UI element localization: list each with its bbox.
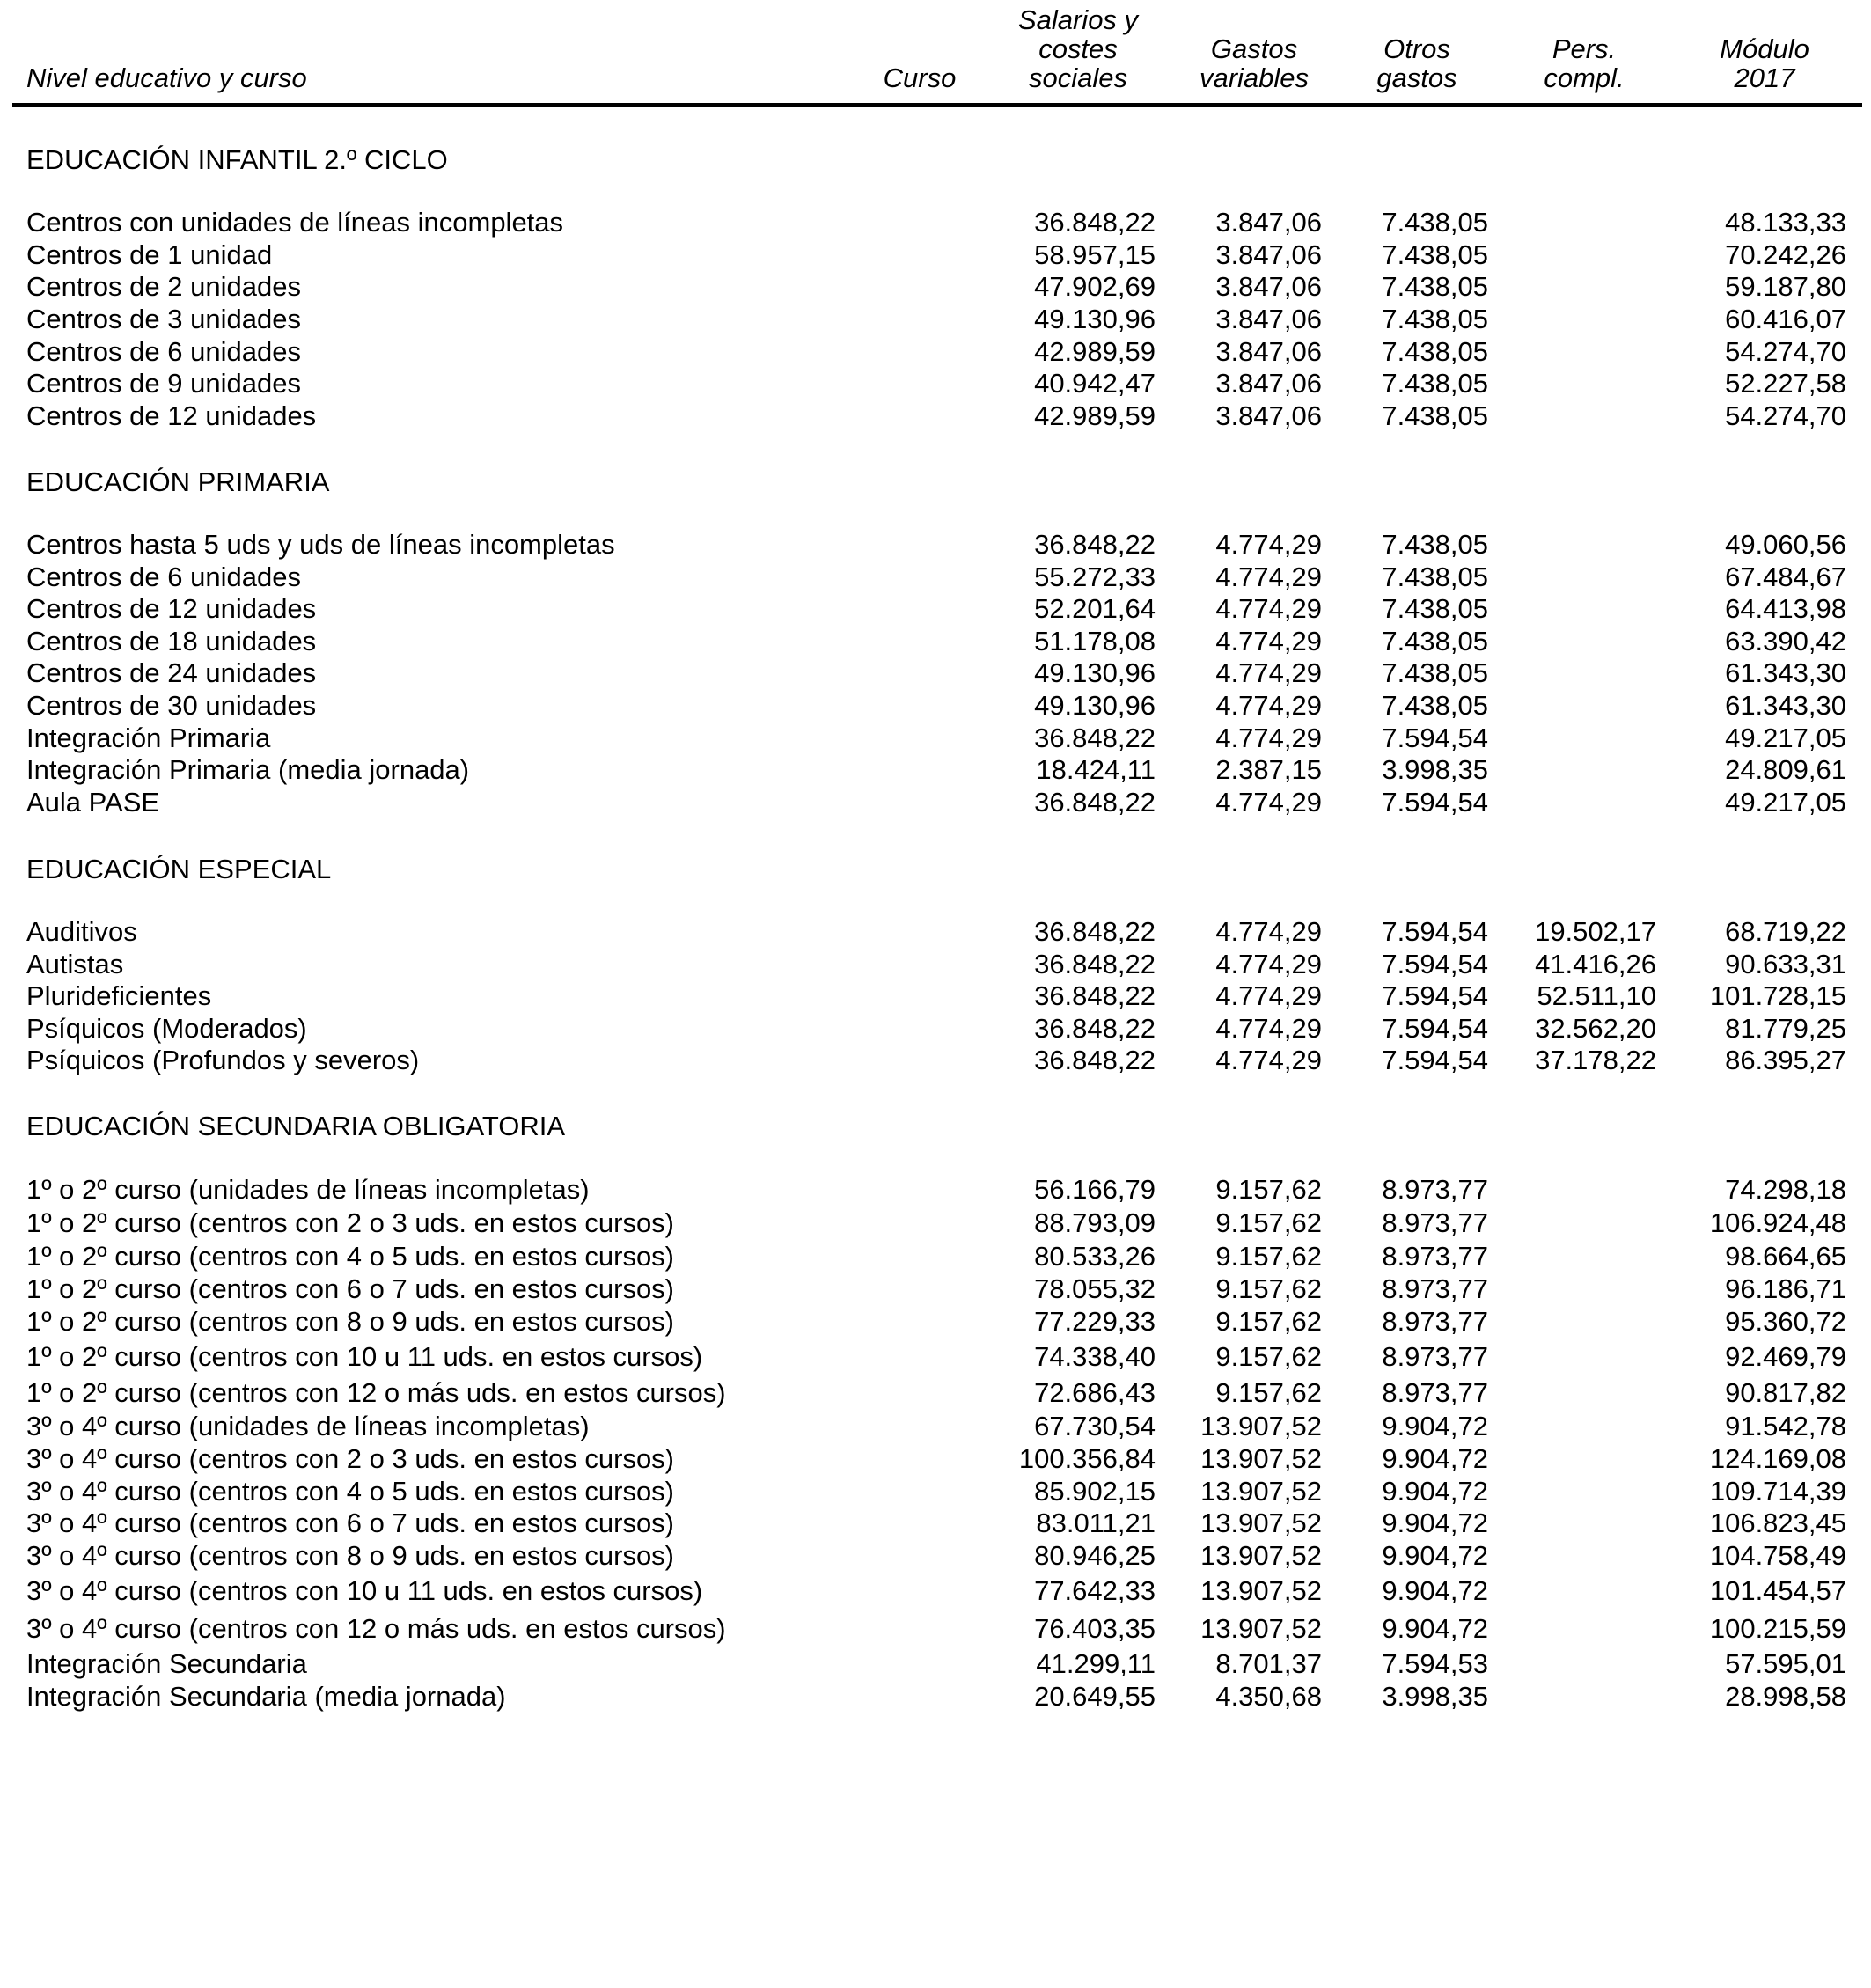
cell-pers-compl: 41.416,26 [1535, 949, 1656, 979]
cell-otros-gastos: 9.904,72 [1382, 1613, 1488, 1644]
table-row [0, 1477, 1871, 1507]
cell-gastos-variables: 4.350,68 [1215, 1681, 1322, 1712]
cell-salarios: 36.848,22 [1034, 723, 1156, 753]
row-label: Centros de 3 unidades [26, 304, 301, 334]
table-row [0, 788, 1871, 818]
table-row [0, 1274, 1871, 1304]
cell-otros-gastos: 7.594,53 [1382, 1648, 1488, 1679]
cell-gastos-variables: 3.847,06 [1215, 400, 1322, 431]
cell-modulo: 91.542,78 [1725, 1411, 1846, 1441]
cell-gastos-variables: 2.387,15 [1215, 754, 1322, 785]
table-row [0, 723, 1871, 753]
section-title: EDUCACIÓN INFANTIL 2.º CICLO [26, 144, 448, 175]
cell-pers-compl: 19.502,17 [1535, 916, 1656, 947]
row-label: 3º o 4º curso (centros con 12 o más uds. en estos cursos) [26, 1613, 726, 1644]
header-gastos-variables: Gastos variables [1199, 33, 1310, 93]
header-salarios: Salarios y costes sociales [1017, 4, 1139, 93]
cell-modulo: 106.823,45 [1709, 1508, 1846, 1538]
cell-otros-gastos: 9.904,72 [1382, 1508, 1488, 1538]
cell-gastos-variables: 9.157,62 [1215, 1377, 1322, 1408]
cell-modulo: 92.469,79 [1725, 1341, 1846, 1372]
cell-modulo: 60.416,07 [1725, 304, 1846, 334]
cell-salarios: 49.130,96 [1034, 690, 1156, 721]
row-label: 3º o 4º curso (centros con 10 u 11 uds. en estos cursos) [26, 1575, 703, 1606]
cell-gastos-variables: 3.847,06 [1215, 368, 1322, 399]
row-label: 1º o 2º curso (centros con 12 o más uds. en estos cursos) [26, 1377, 726, 1408]
cell-otros-gastos: 8.973,77 [1382, 1241, 1488, 1272]
cell-otros-gastos: 7.438,05 [1382, 368, 1488, 399]
cell-salarios: 72.686,43 [1034, 1377, 1156, 1408]
cell-otros-gastos: 7.594,54 [1382, 723, 1488, 753]
cell-gastos-variables: 4.774,29 [1215, 1013, 1322, 1044]
cell-pers-compl: 32.562,20 [1535, 1013, 1656, 1044]
cell-modulo: 74.298,18 [1725, 1174, 1846, 1205]
cell-salarios: 74.338,40 [1034, 1341, 1156, 1372]
cell-modulo: 63.390,42 [1725, 626, 1846, 657]
table-row [0, 401, 1871, 431]
row-label: Integración Secundaria [26, 1648, 307, 1679]
cell-salarios: 85.902,15 [1034, 1476, 1156, 1507]
table-row [0, 304, 1871, 334]
table-row [0, 691, 1871, 721]
row-label: 1º o 2º curso (centros con 4 o 5 uds. en estos cursos) [26, 1241, 675, 1272]
cell-otros-gastos: 3.998,35 [1382, 1681, 1488, 1712]
header-modulo: Módulo 2017 [1720, 33, 1809, 93]
cell-salarios: 77.642,33 [1034, 1575, 1156, 1606]
cell-modulo: 54.274,70 [1725, 400, 1846, 431]
cell-gastos-variables: 3.847,06 [1215, 304, 1322, 334]
cell-salarios: 88.793,09 [1034, 1207, 1156, 1238]
table-row [0, 627, 1871, 657]
row-label: Auditivos [26, 916, 137, 947]
cell-modulo: 57.595,01 [1725, 1648, 1846, 1679]
table-row [0, 337, 1871, 367]
cell-otros-gastos: 7.594,54 [1382, 1013, 1488, 1044]
cell-gastos-variables: 13.907,52 [1200, 1411, 1322, 1441]
cell-salarios: 77.229,33 [1034, 1306, 1156, 1337]
table-row [0, 1208, 1871, 1238]
cell-otros-gastos: 7.594,54 [1382, 949, 1488, 979]
row-label: Plurideficientes [26, 980, 212, 1011]
table-row [0, 1682, 1871, 1712]
cell-gastos-variables: 9.157,62 [1215, 1241, 1322, 1272]
row-label: Integración Secundaria (media jornada) [26, 1681, 506, 1712]
cell-salarios: 36.848,22 [1034, 949, 1156, 979]
cell-gastos-variables: 4.774,29 [1215, 561, 1322, 592]
table-row [0, 369, 1871, 399]
cell-gastos-variables: 13.907,52 [1200, 1476, 1322, 1507]
cell-gastos-variables: 4.774,29 [1215, 657, 1322, 688]
table-row [0, 594, 1871, 624]
row-label: Centros de 1 unidad [26, 239, 273, 270]
row-label: 1º o 2º curso (centros con 10 u 11 uds. en estos cursos) [26, 1341, 703, 1372]
cell-modulo: 49.217,05 [1725, 787, 1846, 818]
table-row [0, 1014, 1871, 1044]
cell-modulo: 101.728,15 [1709, 980, 1846, 1011]
cell-otros-gastos: 9.904,72 [1382, 1443, 1488, 1474]
row-label: Centros de 6 unidades [26, 561, 301, 592]
cell-modulo: 49.060,56 [1725, 529, 1846, 560]
cell-salarios: 58.957,15 [1034, 239, 1156, 270]
cell-otros-gastos: 9.904,72 [1382, 1476, 1488, 1507]
cell-gastos-variables: 4.774,29 [1215, 593, 1322, 624]
row-label: Centros de 18 unidades [26, 626, 317, 657]
header-otros-gastos: Otros gastos [1376, 33, 1457, 93]
cell-otros-gastos: 3.998,35 [1382, 754, 1488, 785]
cell-otros-gastos: 7.438,05 [1382, 626, 1488, 657]
cell-otros-gastos: 7.594,54 [1382, 916, 1488, 947]
row-label: Centros de 2 unidades [26, 271, 301, 302]
cell-salarios: 80.533,26 [1034, 1241, 1156, 1272]
cell-modulo: 109.714,39 [1709, 1476, 1846, 1507]
table-row [0, 658, 1871, 688]
cell-modulo: 68.719,22 [1725, 916, 1846, 947]
cell-modulo: 61.343,30 [1725, 690, 1846, 721]
cell-salarios: 83.011,21 [1036, 1508, 1156, 1538]
row-label: Centros de 12 unidades [26, 593, 317, 624]
cell-otros-gastos: 7.438,05 [1382, 304, 1488, 334]
table-row [0, 1378, 1871, 1408]
row-label: Centros de 6 unidades [26, 336, 301, 367]
table-row [0, 1342, 1871, 1372]
table-row [0, 530, 1871, 560]
row-label: Centros de 24 unidades [26, 657, 317, 688]
header-pers-compl: Pers. compl. [1544, 33, 1625, 93]
cell-modulo: 101.454,57 [1709, 1575, 1846, 1606]
cell-salarios: 36.848,22 [1034, 980, 1156, 1011]
cell-modulo: 81.779,25 [1725, 1013, 1846, 1044]
table-row [0, 1614, 1871, 1644]
cell-salarios: 41.299,11 [1036, 1648, 1156, 1679]
row-label: Centros de 9 unidades [26, 368, 301, 399]
cell-otros-gastos: 7.438,05 [1382, 529, 1488, 560]
cell-salarios: 36.848,22 [1034, 529, 1156, 560]
cell-salarios: 20.649,55 [1034, 1681, 1156, 1712]
cell-gastos-variables: 4.774,29 [1215, 916, 1322, 947]
cell-modulo: 106.924,48 [1709, 1207, 1846, 1238]
cell-salarios: 51.178,08 [1034, 626, 1156, 657]
cell-gastos-variables: 4.774,29 [1215, 529, 1322, 560]
cell-salarios: 36.848,22 [1034, 1045, 1156, 1075]
table-row [0, 1242, 1871, 1272]
cell-salarios: 36.848,22 [1034, 1013, 1156, 1044]
cell-salarios: 56.166,79 [1034, 1174, 1156, 1205]
row-label: Centros hasta 5 uds y uds de líneas incompletas [26, 529, 615, 560]
row-label: 1º o 2º curso (centros con 6 o 7 uds. en estos cursos) [26, 1273, 675, 1304]
cell-salarios: 78.055,32 [1034, 1273, 1156, 1304]
table-row [0, 981, 1871, 1011]
header-curso: Curso [883, 62, 957, 93]
cell-modulo: 67.484,67 [1725, 561, 1846, 592]
cell-otros-gastos: 9.904,72 [1382, 1540, 1488, 1571]
row-label: Autistas [26, 949, 124, 979]
cell-modulo: 86.395,27 [1725, 1045, 1846, 1075]
cell-modulo: 104.758,49 [1709, 1540, 1846, 1571]
cell-gastos-variables: 9.157,62 [1215, 1207, 1322, 1238]
cell-gastos-variables: 3.847,06 [1215, 239, 1322, 270]
cell-salarios: 100.356,84 [1018, 1443, 1156, 1474]
cell-gastos-variables: 13.907,52 [1200, 1508, 1322, 1538]
table-row [0, 917, 1871, 947]
table-row [0, 1541, 1871, 1571]
cell-otros-gastos: 8.973,77 [1382, 1341, 1488, 1372]
cell-modulo: 95.360,72 [1725, 1306, 1846, 1337]
cell-gastos-variables: 9.157,62 [1215, 1174, 1322, 1205]
row-label: 1º o 2º curso (unidades de líneas incompletas) [26, 1174, 590, 1205]
cell-salarios: 49.130,96 [1034, 304, 1156, 334]
cell-gastos-variables: 9.157,62 [1215, 1273, 1322, 1304]
cell-otros-gastos: 7.594,54 [1382, 1045, 1488, 1075]
cell-modulo: 49.217,05 [1725, 723, 1846, 753]
cell-salarios: 42.989,59 [1034, 336, 1156, 367]
cell-modulo: 124.169,08 [1709, 1443, 1846, 1474]
header-nivel: Nivel educativo y curso [26, 62, 307, 93]
table-row [0, 950, 1871, 979]
cell-salarios: 40.942,47 [1034, 368, 1156, 399]
cell-otros-gastos: 7.594,54 [1382, 787, 1488, 818]
table-row [0, 1444, 1871, 1474]
cell-gastos-variables: 4.774,29 [1215, 723, 1322, 753]
section-title: EDUCACIÓN ESPECIAL [26, 854, 332, 884]
section-title: EDUCACIÓN PRIMARIA [26, 466, 330, 497]
row-label: Psíquicos (Profundos y severos) [26, 1045, 420, 1075]
cell-salarios: 47.902,69 [1034, 271, 1156, 302]
cell-gastos-variables: 8.701,37 [1215, 1648, 1322, 1679]
cell-salarios: 76.403,35 [1034, 1613, 1156, 1644]
cell-gastos-variables: 3.847,06 [1215, 271, 1322, 302]
cell-gastos-variables: 13.907,52 [1200, 1575, 1322, 1606]
row-label: Centros de 30 unidades [26, 690, 317, 721]
cell-gastos-variables: 3.847,06 [1215, 336, 1322, 367]
row-label: Centros con unidades de líneas incompletas [26, 207, 564, 238]
cell-modulo: 48.133,33 [1725, 207, 1846, 238]
cell-modulo: 98.664,65 [1725, 1241, 1846, 1272]
cell-modulo: 24.809,61 [1725, 754, 1846, 785]
row-label: Centros de 12 unidades [26, 400, 317, 431]
row-label: Psíquicos (Moderados) [26, 1013, 307, 1044]
header-rule [12, 103, 1862, 107]
table-row [0, 1412, 1871, 1441]
cell-otros-gastos: 7.438,05 [1382, 657, 1488, 688]
row-label: Integración Primaria [26, 723, 271, 753]
table-row [0, 272, 1871, 302]
row-label: 3º o 4º curso (centros con 2 o 3 uds. en estos cursos) [26, 1443, 675, 1474]
row-label: 3º o 4º curso (centros con 8 o 9 uds. en estos cursos) [26, 1540, 675, 1571]
table-row [0, 1045, 1871, 1075]
table-row [0, 1175, 1871, 1205]
cell-gastos-variables: 4.774,29 [1215, 787, 1322, 818]
table-row [0, 1576, 1871, 1606]
cell-salarios: 36.848,22 [1034, 916, 1156, 947]
table-row [0, 755, 1871, 785]
cell-modulo: 64.413,98 [1725, 593, 1846, 624]
cell-gastos-variables: 9.157,62 [1215, 1341, 1322, 1372]
cell-gastos-variables: 13.907,52 [1200, 1443, 1322, 1474]
table-row [0, 1307, 1871, 1337]
cell-otros-gastos: 7.438,05 [1382, 400, 1488, 431]
table-row [0, 1649, 1871, 1679]
cell-gastos-variables: 4.774,29 [1215, 626, 1322, 657]
cell-modulo: 90.817,82 [1725, 1377, 1846, 1408]
cell-modulo: 90.633,31 [1725, 949, 1846, 979]
row-label: Aula PASE [26, 787, 160, 818]
cell-modulo: 28.998,58 [1725, 1681, 1846, 1712]
cell-otros-gastos: 7.438,05 [1382, 593, 1488, 624]
cell-otros-gastos: 7.438,05 [1382, 207, 1488, 238]
cell-modulo: 70.242,26 [1725, 239, 1846, 270]
row-label: 3º o 4º curso (unidades de líneas incompletas) [26, 1411, 590, 1441]
cell-salarios: 18.424,11 [1036, 754, 1156, 785]
cell-otros-gastos: 7.594,54 [1382, 980, 1488, 1011]
cell-otros-gastos: 8.973,77 [1382, 1174, 1488, 1205]
cell-pers-compl: 37.178,22 [1535, 1045, 1656, 1075]
cell-salarios: 36.848,22 [1034, 207, 1156, 238]
cell-salarios: 36.848,22 [1034, 787, 1156, 818]
cell-modulo: 100.215,59 [1709, 1613, 1846, 1644]
cell-gastos-variables: 4.774,29 [1215, 980, 1322, 1011]
cell-gastos-variables: 13.907,52 [1200, 1540, 1322, 1571]
cell-modulo: 61.343,30 [1725, 657, 1846, 688]
cell-otros-gastos: 8.973,77 [1382, 1273, 1488, 1304]
table-row [0, 1508, 1871, 1538]
cell-otros-gastos: 7.438,05 [1382, 336, 1488, 367]
table-header [0, 0, 1871, 106]
table-row [0, 240, 1871, 270]
cell-modulo: 59.187,80 [1725, 271, 1846, 302]
cell-salarios: 67.730,54 [1034, 1411, 1156, 1441]
cell-salarios: 80.946,25 [1034, 1540, 1156, 1571]
row-label: 1º o 2º curso (centros con 8 o 9 uds. en estos cursos) [26, 1306, 675, 1337]
cell-otros-gastos: 7.438,05 [1382, 271, 1488, 302]
row-label: 3º o 4º curso (centros con 4 o 5 uds. en estos cursos) [26, 1476, 675, 1507]
row-label: Integración Primaria (media jornada) [26, 754, 470, 785]
row-label: 1º o 2º curso (centros con 2 o 3 uds. en estos cursos) [26, 1207, 675, 1238]
cell-salarios: 52.201,64 [1034, 593, 1156, 624]
table-row [0, 562, 1871, 592]
cell-pers-compl: 52.511,10 [1537, 980, 1656, 1011]
cell-gastos-variables: 9.157,62 [1215, 1306, 1322, 1337]
cell-gastos-variables: 13.907,52 [1200, 1613, 1322, 1644]
cell-gastos-variables: 4.774,29 [1215, 949, 1322, 979]
row-label: 3º o 4º curso (centros con 6 o 7 uds. en estos cursos) [26, 1508, 675, 1538]
cell-otros-gastos: 9.904,72 [1382, 1575, 1488, 1606]
cell-otros-gastos: 8.973,77 [1382, 1377, 1488, 1408]
section-title: EDUCACIÓN SECUNDARIA OBLIGATORIA [26, 1111, 566, 1141]
cell-gastos-variables: 3.847,06 [1215, 207, 1322, 238]
cell-gastos-variables: 4.774,29 [1215, 1045, 1322, 1075]
cell-otros-gastos: 9.904,72 [1382, 1411, 1488, 1441]
table-row [0, 208, 1871, 238]
cell-salarios: 55.272,33 [1034, 561, 1156, 592]
cell-modulo: 96.186,71 [1725, 1273, 1846, 1304]
cell-modulo: 54.274,70 [1725, 336, 1846, 367]
cell-salarios: 42.989,59 [1034, 400, 1156, 431]
cell-otros-gastos: 8.973,77 [1382, 1306, 1488, 1337]
cell-modulo: 52.227,58 [1725, 368, 1846, 399]
cell-otros-gastos: 7.438,05 [1382, 690, 1488, 721]
cell-gastos-variables: 4.774,29 [1215, 690, 1322, 721]
cell-otros-gastos: 7.438,05 [1382, 239, 1488, 270]
cell-otros-gastos: 7.438,05 [1382, 561, 1488, 592]
cell-otros-gastos: 8.973,77 [1382, 1207, 1488, 1238]
cell-salarios: 49.130,96 [1034, 657, 1156, 688]
